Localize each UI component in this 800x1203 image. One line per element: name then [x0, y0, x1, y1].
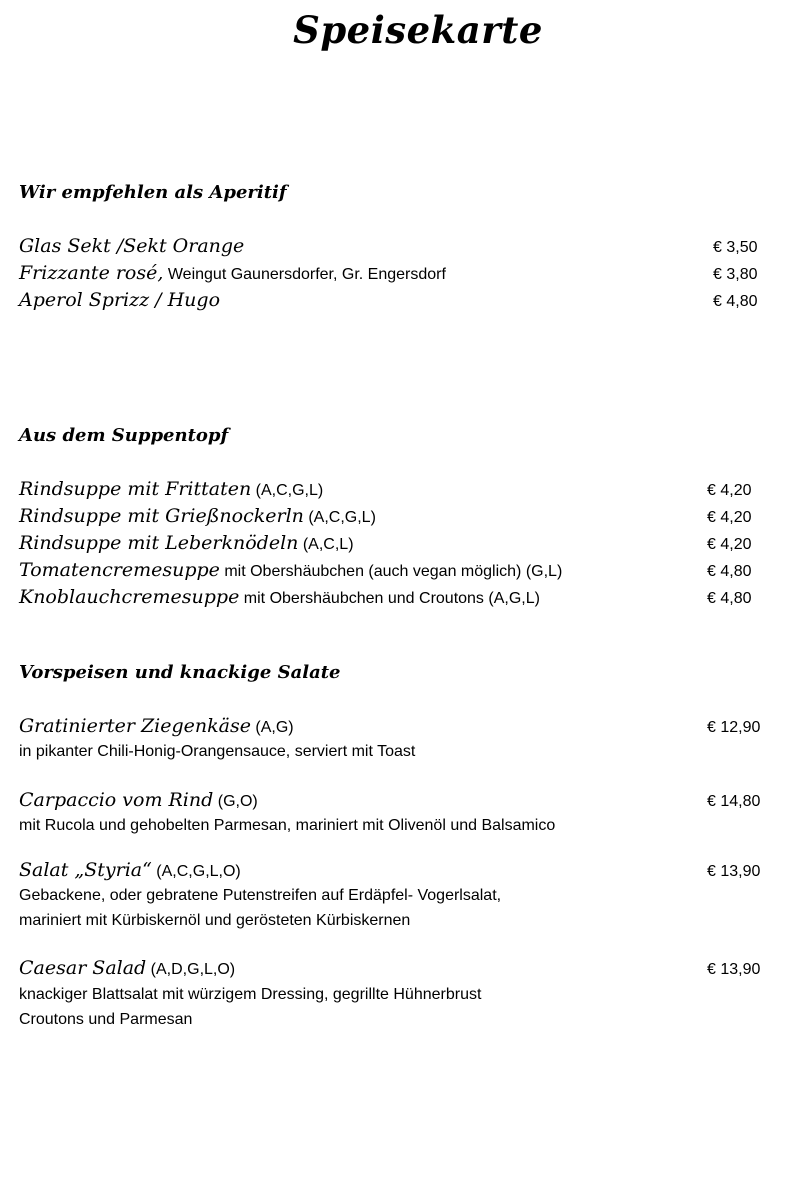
item-name: Knoblauchcremesuppe	[19, 586, 240, 608]
menu-item-tomatencremesuppe	[19, 559, 562, 581]
item-extra: Weingut Gaunersdorfer, Gr. Engersdorf	[163, 266, 446, 283]
item-price: € 3,80	[713, 266, 758, 283]
item-price: € 4,20	[707, 509, 752, 526]
item-price: € 13,90	[707, 863, 761, 880]
menu-item-ziegenkaese	[19, 715, 294, 737]
item-price: € 3,50	[713, 239, 758, 256]
item-extra: mit Obershäubchen (auch vegan möglich) (G,L)	[219, 563, 563, 580]
item-name: Rindsuppe mit Leberknödeln	[19, 532, 299, 554]
item-allergens: (G,O)	[213, 793, 258, 810]
menu-item-leberknoedeln	[19, 532, 354, 554]
section-heading-aperitif: Wir empfehlen als Aperitif	[19, 182, 287, 203]
item-description: Gebackene, oder gebratene Putenstreifen auf Erdäpfel- Vogerlsalat,	[19, 887, 502, 904]
item-price: € 4,20	[707, 482, 752, 499]
item-description: mariniert mit Kürbiskernöl und gerösteten Kürbiskernen	[19, 912, 411, 929]
item-name: Tomatencremesuppe	[19, 559, 220, 581]
item-name: Frizzante rosé,	[19, 262, 164, 284]
page-title: Speisekarte	[293, 8, 543, 52]
item-name: Gratinierter Ziegenkäse	[19, 715, 251, 737]
section-heading-suppen: Aus dem Suppentopf	[19, 425, 229, 446]
item-name: Rindsuppe mit Frittaten	[19, 478, 252, 500]
item-name: Aperol Sprizz / Hugo	[19, 289, 221, 311]
item-price: € 12,90	[707, 719, 761, 736]
item-price: € 14,80	[707, 793, 761, 810]
item-description: in pikanter Chili-Honig-Orangensauce, serviert mit Toast	[19, 743, 416, 760]
item-name: Carpaccio vom Rind	[19, 789, 214, 811]
item-allergens: (A,C,G,L)	[251, 482, 324, 499]
item-allergens: (A,C,G,L)	[303, 509, 376, 526]
item-extra: mit Obershäubchen und Croutons (A,G,L)	[239, 590, 540, 607]
item-allergens: (A,D,G,L,O)	[146, 961, 236, 978]
item-description: knackiger Blattsalat mit würzigem Dressing, gegrillte Hühnerbrust	[19, 986, 482, 1003]
menu-item-salat-styria	[19, 859, 241, 881]
item-name: Rindsuppe mit Grießnockerln	[19, 505, 304, 527]
item-allergens: (A,G)	[250, 719, 294, 736]
menu-item-carpaccio	[19, 789, 258, 811]
item-price: € 4,20	[707, 536, 752, 553]
item-description: mit Rucola und gehobelten Parmesan, mariniert mit Olivenöl und Balsamico	[19, 817, 556, 834]
item-price: € 4,80	[713, 293, 758, 310]
section-heading-vorspeisen: Vorspeisen und knackige Salate	[19, 662, 341, 683]
item-name: Salat „Styria“	[19, 859, 152, 881]
item-allergens: (A,C,L)	[298, 536, 354, 553]
item-name: Caesar Salad	[19, 957, 147, 979]
item-price: € 4,80	[707, 563, 752, 580]
menu-item-knoblauchcremesuppe	[19, 586, 540, 608]
menu-item-aperol	[19, 289, 220, 311]
menu-item-caesar-salad	[19, 957, 235, 979]
menu-item-frittaten	[19, 478, 323, 500]
item-description: Croutons und Parmesan	[19, 1011, 193, 1028]
item-name: Glas Sekt /Sekt Orange	[19, 235, 245, 257]
item-price: € 13,90	[707, 961, 761, 978]
item-price: € 4,80	[707, 590, 752, 607]
menu-item-sekt	[19, 235, 244, 257]
menu-item-frizzante	[19, 262, 446, 284]
menu-item-griessnockerln	[19, 505, 376, 527]
item-allergens: (A,C,G,L,O)	[151, 863, 241, 880]
